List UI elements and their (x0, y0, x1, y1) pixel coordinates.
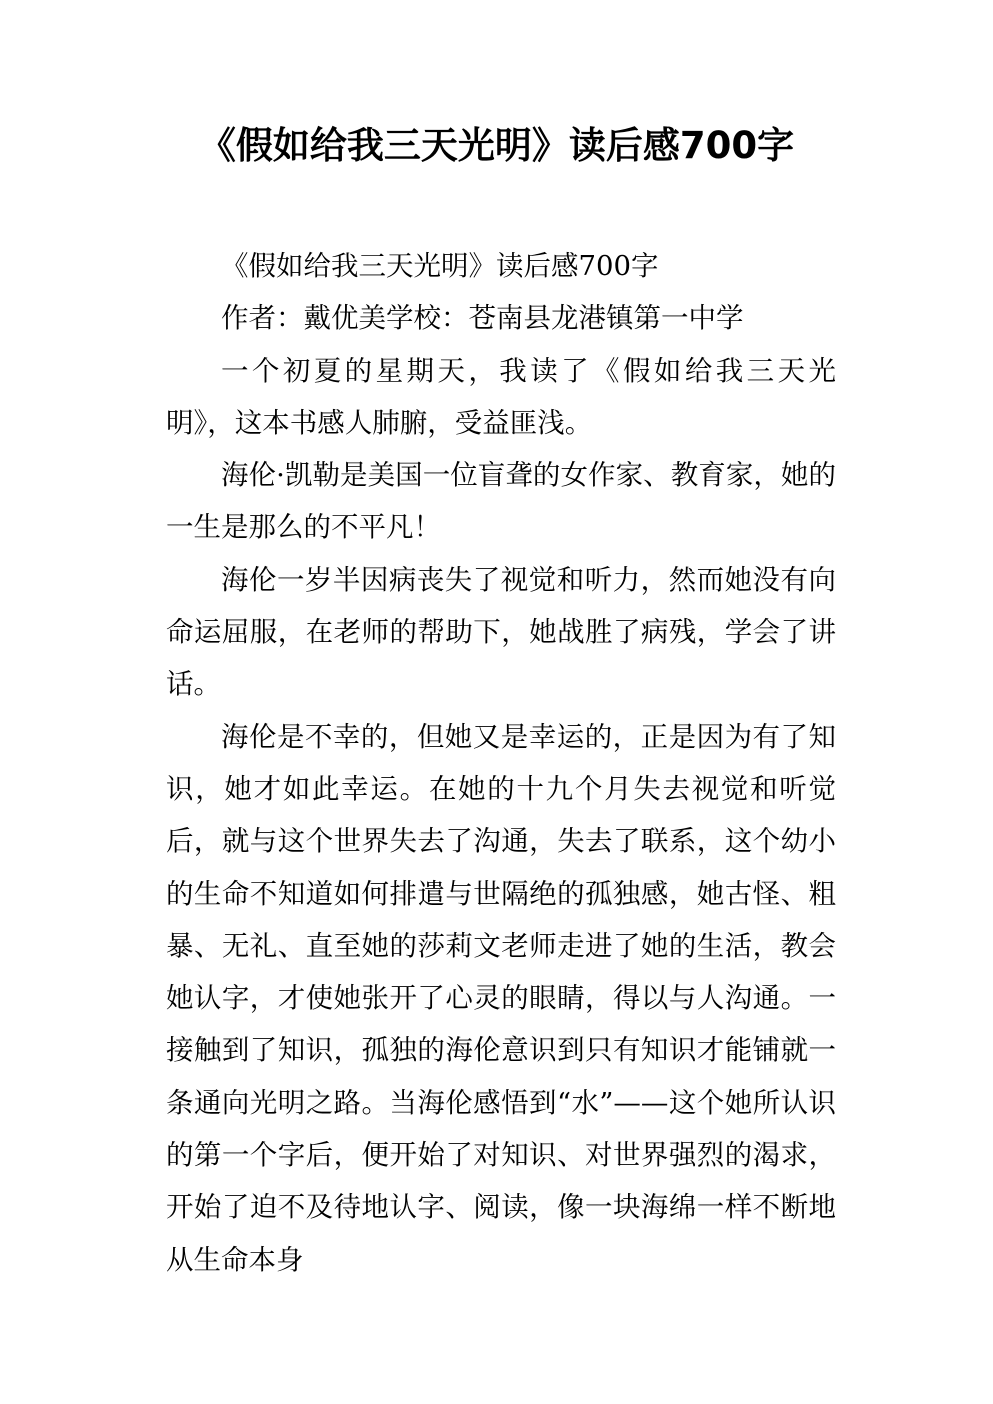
document-body (166, 240, 836, 1286)
document-title: 《假如给我三天光明》读后感700字 (198, 124, 795, 167)
paragraph: 一个初夏的星期天，我读了《假如给我三天光明》，这本书感人肺腑，受益匪浅。 (166, 354, 836, 439)
paragraph-subtitle: 《假如给我三天光明》读后感700字 (221, 250, 659, 282)
paragraph: 海伦·凯勒是美国一位盲聋的女作家、教育家，她的一生是那么的不平凡！ (166, 459, 836, 544)
paragraph: 海伦是不幸的，但她又是幸运的，正是因为有了知识，她才如此幸运。在她的十九个月失去视觉和听觉后，就与这个世界失去了沟通，失去了联系，这个幼小的生命不知道如何排遣与世隔绝的孤独感，她古怪、粗暴、无礼、直至她的莎莉文老师走进了她的生活，教会她认字，才使她张开了心灵的眼睛，得以与人沟通。一接触到了知识，孤独的海伦意识到只有知识才能铺就一条通向光明之路。当海伦感悟到“水”——这个她所认识的第一个字后，便开始了对知识、对世界强烈的渴求，开始了迫不及待地认字、阅读，像一块海绵一样不断地从生命本身 (166, 720, 836, 1276)
paragraph-author: 作者：戴优美学校：苍南县龙港镇第一中学 (221, 302, 744, 335)
paragraph: 海伦一岁半因病丧失了视觉和听力，然而她没有向命运屈服，在老师的帮助下，她战胜了病残，学会了讲话。 (166, 563, 836, 701)
